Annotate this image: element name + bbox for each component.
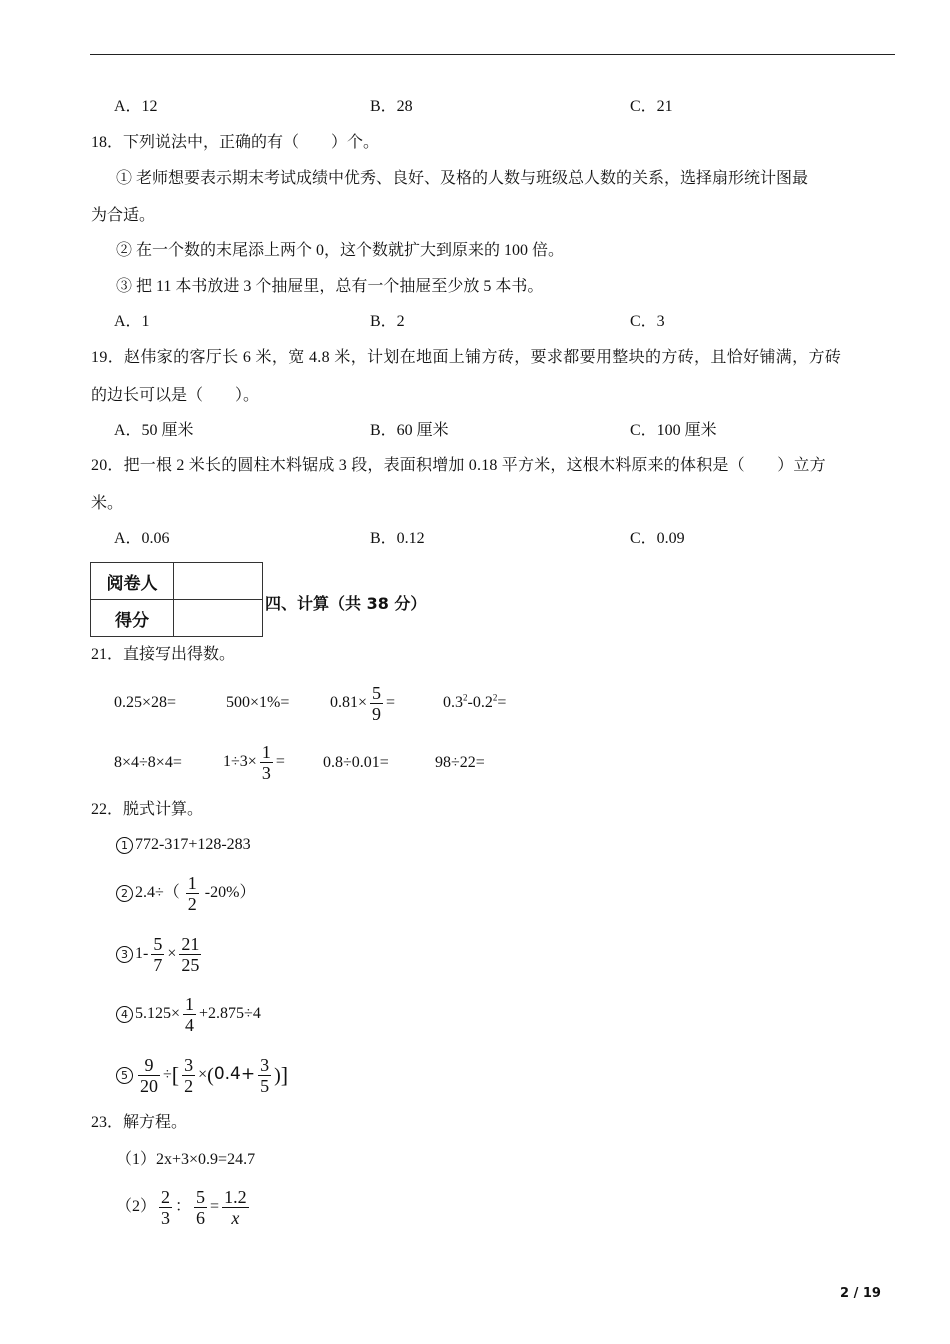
circled-number: 3 <box>116 946 133 963</box>
q17-option-b: B．28 <box>370 98 413 115</box>
expr-2-prefix: 2.4÷（ <box>135 884 180 901</box>
fraction-1 <box>159 1187 172 1228</box>
q18-statement-1-cont: 为合适。 <box>91 207 156 224</box>
base-2: -0.2 <box>467 694 493 711</box>
numerator: 5 <box>153 933 163 954</box>
times-sign: × <box>198 1066 208 1083</box>
q21-item-4 <box>443 692 507 711</box>
statement-1-number: ① <box>116 170 133 187</box>
fraction <box>183 994 196 1035</box>
exponent-2: 2 <box>492 692 498 703</box>
fraction <box>186 873 199 914</box>
q20-option-b: B．0.12 <box>370 530 425 547</box>
statement-1-text: 老师想要表示期末考试成绩中优秀、良好、及格的人数与班级总人数的关系，选择扇形统计图最 <box>136 170 809 187</box>
statement-3-text: 把 11 本书放进 3 个抽屉里，总有一个抽屉至少放 5 本书。 <box>136 278 544 295</box>
numerator: 1.2 <box>224 1186 247 1207</box>
circled-number: 2 <box>116 885 133 902</box>
fraction-2 <box>194 1187 207 1228</box>
numerator: 1 <box>261 741 271 762</box>
expr-2-suffix: -20%） <box>204 884 256 901</box>
numerator: 1 <box>185 993 195 1014</box>
expr-4-prefix: 5.125× <box>135 1005 181 1022</box>
q18-statement-1 <box>116 171 808 187</box>
q22-expr-5 <box>116 1051 288 1098</box>
q22-stem: 22．脱式计算。 <box>91 801 204 818</box>
grader-cell <box>174 563 263 600</box>
q21-item-8: 98÷22= <box>435 754 485 771</box>
circled-number: 1 <box>116 837 133 854</box>
right-paren: ) <box>274 1064 281 1087</box>
q20-option-a: A．0.06 <box>114 530 170 547</box>
right-bracket: ] <box>280 1062 289 1088</box>
denominator: 20 <box>140 1075 158 1096</box>
q19-option-b: B．60 厘米 <box>370 422 449 439</box>
fraction-3 <box>222 1187 249 1228</box>
q20-stem-line1: 20．把一根 2 米长的圆柱木料锯成 3 段，表面积增加 0.18 平方米，这根木料原来的体积是（ ）立方 <box>91 457 826 474</box>
q21-stem: 21．直接写出得数。 <box>91 646 236 663</box>
numerator: 3 <box>260 1054 270 1075</box>
header-rule <box>90 54 895 55</box>
expr-4-suffix: +2.875÷4 <box>199 1005 261 1022</box>
circled-number: 5 <box>116 1067 133 1084</box>
denominator: 4 <box>185 1014 195 1035</box>
q18-option-a: A．1 <box>114 313 150 330</box>
expr-1-text: 772-317+128-283 <box>135 836 251 854</box>
q21-item-6 <box>223 739 285 785</box>
circled-number: 4 <box>116 1006 133 1023</box>
numerator: 5 <box>196 1186 206 1207</box>
inner-term: 0.4+ <box>213 1064 256 1084</box>
section-4-title: 四、计算（共 38 分） <box>265 594 427 613</box>
score-cell <box>174 600 263 637</box>
numerator: 2 <box>161 1186 171 1207</box>
q18-statement-3 <box>116 279 543 295</box>
q17-option-c: C．21 <box>630 98 673 115</box>
fraction-2 <box>182 1055 195 1096</box>
q23-equation-2 <box>116 1184 252 1230</box>
fraction-3 <box>258 1055 271 1096</box>
fraction-2 <box>179 934 201 975</box>
denominator: 2 <box>184 1075 194 1096</box>
equation-2-label: （2） <box>116 1198 157 1215</box>
left-paren: ( <box>207 1064 214 1087</box>
q21-item-3 <box>330 680 395 726</box>
denominator: 3 <box>161 1207 171 1228</box>
denominator: 5 <box>260 1075 270 1096</box>
q18-option-b: B．2 <box>370 313 405 330</box>
q19-option-a: A．50 厘米 <box>114 422 194 439</box>
fraction-1 <box>151 934 164 975</box>
q20-option-c: C．0.09 <box>630 530 685 547</box>
numerator: 5 <box>372 682 382 703</box>
q23-equation-1: （1）2x+3×0.9=24.7 <box>116 1151 256 1168</box>
q23-stem: 23．解方程。 <box>91 1114 188 1131</box>
denominator: 9 <box>372 703 382 724</box>
statement-3-number: ③ <box>116 278 133 295</box>
numerator: 3 <box>184 1054 194 1075</box>
q18-stem: 18．下列说法中，正确的有（ ）个。 <box>91 134 380 151</box>
score-label: 得分 <box>91 600 174 637</box>
q21-item-1: 0.25×28= <box>114 694 177 711</box>
q19-stem-line1: 19．赵伟家的客厅长 6 米，宽 4.8 米，计划在地面上铺方砖，要求都要用整块的方砖，且恰好铺满，方砖 <box>91 349 842 366</box>
operator: × <box>167 945 177 962</box>
fraction <box>260 742 273 783</box>
item-3-equals: = <box>386 694 396 711</box>
q22-expr-1 <box>116 837 251 854</box>
expr-3-prefix: 1- <box>135 945 149 962</box>
base-1: 0.3 <box>443 694 463 711</box>
score-table <box>90 562 263 637</box>
denominator: 7 <box>153 954 163 975</box>
item-4-equals: = <box>497 694 507 711</box>
q18-option-c: C．3 <box>630 313 665 330</box>
q22-expr-4 <box>116 991 261 1037</box>
q21-item-7: 0.8÷0.01= <box>323 754 389 771</box>
numerator: 21 <box>181 933 200 954</box>
denominator: 2 <box>187 893 197 914</box>
denominator: x <box>231 1207 240 1228</box>
statement-2-number: ② <box>116 242 133 259</box>
numerator: 9 <box>138 1055 160 1076</box>
equals-sign: = <box>210 1198 220 1215</box>
q18-statement-2 <box>116 243 564 259</box>
page-number: 2 / 19 <box>840 1286 881 1301</box>
item-3-prefix: 0.81× <box>330 694 368 711</box>
q21-item-2: 500×1%= <box>226 694 290 711</box>
fraction <box>370 683 383 724</box>
denominator: 25 <box>181 954 200 975</box>
denominator: 3 <box>261 762 271 783</box>
denominator: 6 <box>196 1207 206 1228</box>
q17-option-a: A．12 <box>114 98 158 115</box>
item-6-prefix: 1÷3× <box>223 753 257 770</box>
statement-2-text: 在一个数的末尾添上两个 0，这个数就扩大到原来的 100 倍。 <box>136 242 565 259</box>
item-6-equals: = <box>275 753 285 770</box>
q22-expr-2 <box>116 870 255 916</box>
fraction-1 <box>138 1055 160 1096</box>
q21-item-5: 8×4÷8×4= <box>114 754 182 771</box>
q19-stem-line2: 的边长可以是（ ）。 <box>91 387 260 404</box>
left-bracket: [ <box>171 1062 180 1088</box>
q20-stem-line2: 米。 <box>91 495 124 512</box>
q22-expr-3 <box>116 931 204 977</box>
numerator: 1 <box>187 872 197 893</box>
q19-option-c: C．100 厘米 <box>630 422 717 439</box>
ratio-sign: ： <box>175 1198 192 1215</box>
divide-sign: ÷ <box>163 1066 172 1083</box>
grader-label: 阅卷人 <box>91 563 174 600</box>
exponent-1: 2 <box>463 692 468 703</box>
